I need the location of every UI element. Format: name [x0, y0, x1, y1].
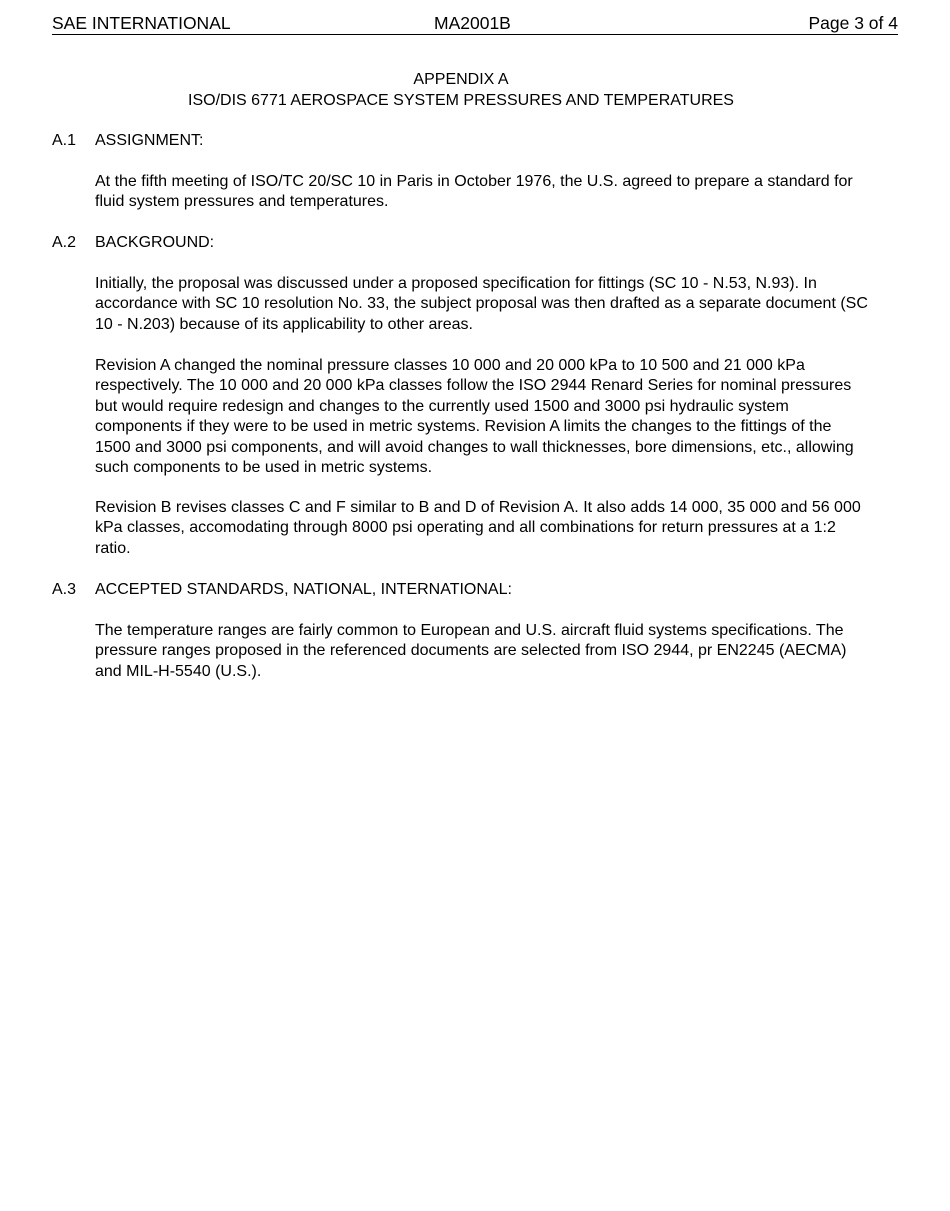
section-a1-heading	[52, 131, 872, 151]
section-a3-heading	[52, 580, 872, 600]
appendix-subtitle: ISO/DIS 6771 AEROSPACE SYSTEM PRESSURES AND TEMPERATURES	[188, 91, 734, 109]
appendix-title	[52, 70, 870, 111]
appendix-label: APPENDIX A	[413, 71, 509, 88]
section-a2-paragraph-2: Revision A changed the nominal pressure classes 10 000 and 20 000 kPa to 10 500 and 21 000 kPa respectively. The 10 000 and 20 000 kPa classes follow the ISO 2944 Renard Series for nominal pressures but would require redesign and changes to the currently used 1500 and 3000 psi hydraulic system components if they were to be used in metric systems. Revision A limits the changes to the fittings of the 1500 and 3000 psi components, and will avoid changes to wall thicknesses, bore dimensions, etc., allowing such components to be used in metric systems.	[95, 357, 854, 477]
section-a3-paragraph-1: The temperature ranges are fairly common to European and U.S. aircraft fluid systems specifications. The pressure ranges proposed in the referenced documents are selected from ISO 2944, pr EN2245 (AECMA) and MIL-H-5540 (U.S.).	[95, 622, 847, 680]
section-number: A.2	[52, 234, 77, 251]
page-header	[52, 12, 898, 35]
section-title: ACCEPTED STANDARDS, NATIONAL, INTERNATIONAL:	[95, 581, 512, 598]
section-a1-paragraph-1: At the fifth meeting of ISO/TC 20/SC 10 in Paris in October 1976, the U.S. agreed to prepare a standard for fluid system pressures and temperatures.	[95, 173, 853, 211]
section-title: BACKGROUND:	[95, 234, 215, 251]
header-page-number: Page 3 of 4	[808, 13, 898, 33]
section-a2-heading	[52, 233, 872, 253]
section-title: ASSIGNMENT:	[95, 132, 204, 149]
section-number: A.3	[52, 581, 77, 598]
section-a2-paragraph-1: Initially, the proposal was discussed under a proposed specification for fittings (SC 10 - N.53, N.93). In accordance with SC 10 resolution No. 33, the subject proposal was then drafted as a separate document (SC 10 - N.203) because of its applicability to other areas.	[95, 275, 868, 333]
section-a2-paragraph-3: Revision B revises classes C and F similar to B and D of Revision A. It also adds 14 000, 35 000 and 56 000 kPa classes, accomodating through 8000 psi operating and all combinations for return pressures at a 1:2 ratio.	[95, 499, 861, 557]
header-document-number: MA2001B	[434, 13, 511, 33]
section-number: A.1	[52, 132, 77, 149]
header-organization: SAE INTERNATIONAL	[52, 13, 231, 33]
